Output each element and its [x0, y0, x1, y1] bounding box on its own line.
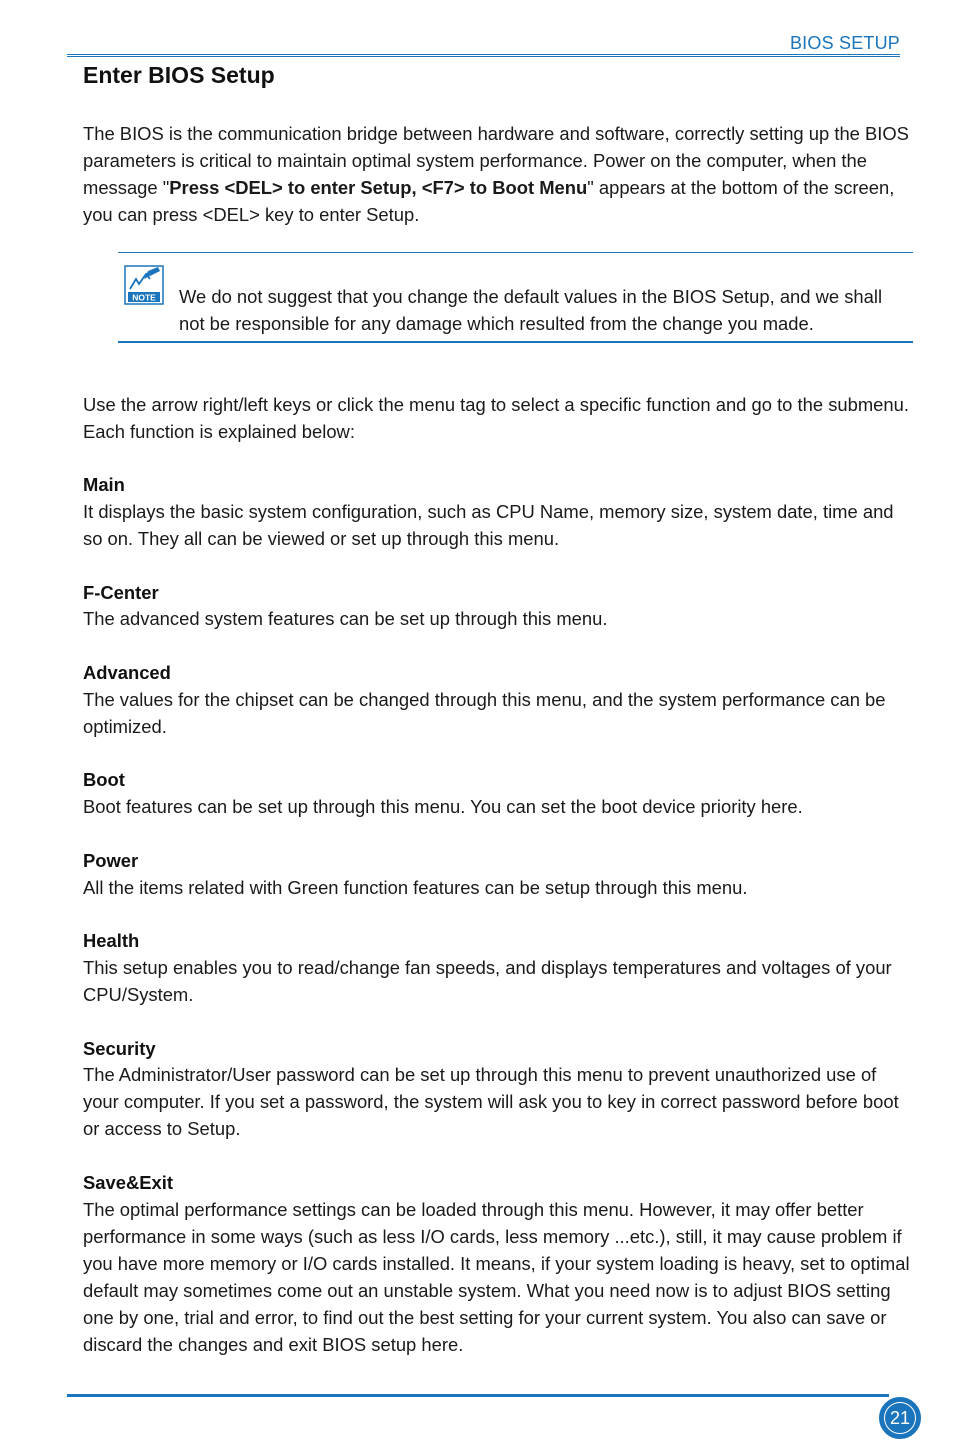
- intro-text-end: " appears at the bottom of the screen, you can press <DEL> key to enter Setup.: [83, 177, 895, 225]
- section-title-power: Power: [83, 850, 139, 871]
- section-title-health: Health: [83, 930, 140, 951]
- section-header-label: BIOS SETUP: [789, 33, 900, 53]
- section-text-power: All the items related with Green function features can be setup through this menu.: [83, 877, 748, 898]
- section-text-save-exit: The optimal performance settings can be loaded through this menu. However, it may offer better performance in some ways (such as less I/O cards, less memory ...etc.), still, it may cause problem if you have more memory or I/O cards installed. It means, if your system loading is heavy, set to optimal default may sometimes come out an unstable system. What you need now is to adjust BIOS setting one by one, trial and error, to find out the best setting for your current system. You also can save or discard the changes and exit BIOS setup here.: [83, 1199, 910, 1355]
- section-text-main: It displays the basic system configuration, such as CPU Name, memory size, system date, time and so on. They all can be viewed or set up through this menu.: [83, 501, 894, 549]
- section-title-save-exit: Save&Exit: [83, 1172, 173, 1193]
- page-number-badge: [879, 1397, 921, 1439]
- section-text-health: This setup enables you to read/change fan speeds, and displays temperatures and voltages of your CPU/System.: [83, 957, 892, 1005]
- section-title-main: Main: [83, 474, 125, 495]
- section-title-advanced: Advanced: [83, 662, 171, 683]
- header-divider: [67, 54, 900, 57]
- note-icon: [124, 265, 164, 305]
- note-text: We do not suggest that you change the default values in the BIOS Setup, and we shall not be responsible for any damage which resulted from the change you made.: [179, 286, 883, 334]
- section-text-f-center: The advanced system features can be set up through this menu.: [83, 608, 608, 629]
- note-box: [118, 252, 913, 343]
- intro-bold-message: Press <DEL> to enter Setup, <F7> to Boot Menu: [169, 177, 588, 198]
- section-title-boot: Boot: [83, 769, 125, 790]
- page-number: 21: [884, 1402, 916, 1434]
- intro-paragraph: [83, 120, 913, 228]
- note-icon-label: NOTE: [132, 292, 156, 303]
- section-text-security: The Administrator/User password can be set up through this menu to prevent unauthorized use of your computer. If you set a password, the system will ask you to key in correct password before boot or access to Setup.: [83, 1064, 899, 1139]
- footer-divider: [67, 1394, 889, 1397]
- intro-text-start: The BIOS is the communication bridge between hardware and software, correctly setting up the BIOS parameters is critical to maintain optimal system performance. Power on the computer, when the message ": [83, 123, 909, 198]
- section-title-security: Security: [83, 1038, 156, 1059]
- section-text-boot: Boot features can be set up through this menu. You can set the boot device priority here.: [83, 796, 803, 817]
- page-title: Enter BIOS Setup: [83, 62, 275, 88]
- section-title-f-center: F-Center: [83, 582, 159, 603]
- section-text-advanced: The values for the chipset can be changed through this menu, and the system performance can be optimized.: [83, 689, 886, 737]
- usage-paragraph: Use the arrow right/left keys or click the menu tag to select a specific function and go to the submenu. Each function is explained below:: [83, 394, 909, 442]
